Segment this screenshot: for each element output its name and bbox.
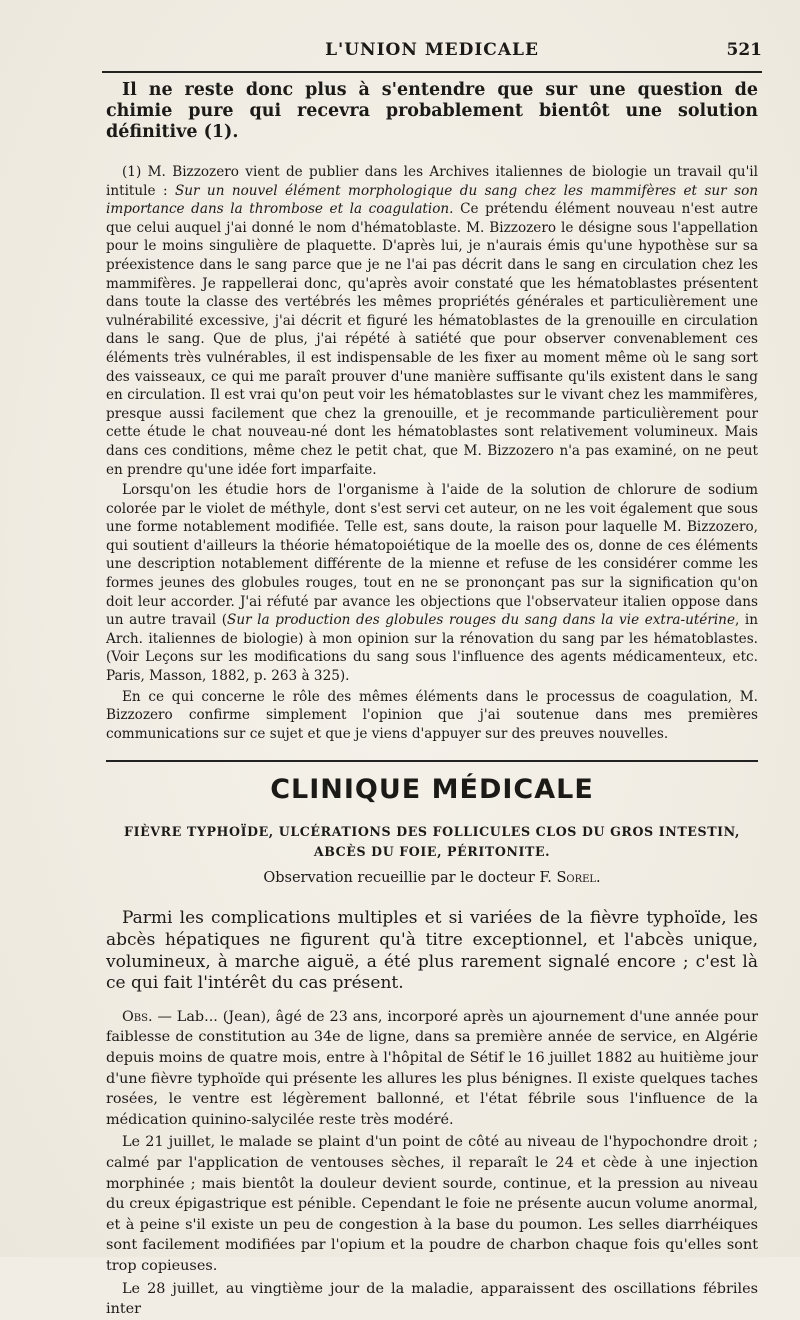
intro-paragraph: Il ne reste donc plus à s'entendre que sur une question de chimie pure qui recevra probablement bientôt une solution définitive (1). (106, 80, 758, 142)
footnote-text: Ce prétendu élément nouveau n'est autre que celui auquel j'ai donné le nom d'hématoblaste. M. Bizzozero le désigne sous l'appellation pour le moins singulière de plaquette. D'après lui, je n'aurais émis qu'une hypothèse sur sa préexistence dans le sang parce que je ne l'ai pas décrit dans le sang en circulation chez les mammifères. Je rappellerai donc, qu'après avoir constaté que les hématoblastes présentent dans toute la classe des vertébrés les mêmes propriétés générales et particulièrement une vulnérabilité excessive, j'ai décrit et figuré les hématoblastes de la grenouille en circulation dans le sang. Que de plus, j'ai répété à satiété que pour observer convenablement ces éléments très vulnérables, il est indispensable de les fixer au moment même où le sang sort des vaisseaux, ce qui me paraît prouver d'une manière suffisante qu'ils existent dans le sang en circulation. Il est vrai qu'on peut voir les hématoblastes sur le vivant chez les mammifères, presque aussi facilement que chez la grenouille, et je recommande particulièrement pour cette étude le chat nouveau-né dont les hématoblastes sont relativement volumineux. Mais dans ces conditions, même chez le petit chat, que M. Bizzozero n'a pas examiné, on ne peut en prendre qu'une idée fort imparfaite. (106, 201, 759, 478)
header-rule (102, 71, 762, 73)
observation-text: — Lab... (Jean), âgé de 23 ans, incorporé après un ajournement d'une année pour faiblesse de constitution au 34e de ligne, dans sa première année de service, en Algérie depuis moins de quatre mois, entre à l'hôpital de Sétif le 16 juillet 1882 au huitième jour d'une fièvre typhoïde qui présente les allures les plus bénignes. Il existe quelques taches rosées, le ventre est légèrement ballonné, et l'état fébrile sous l'influence de la médication quinino-salycilée reste très modéré. (106, 1008, 758, 1128)
cited-work-title: Sur un nouvel élément morphologique du sang chez les mammifères et sur son importance dans la thrombose et la coagulation. (106, 182, 759, 218)
page-number: 521 (726, 40, 762, 60)
observation-paragraph-3: Le 28 juillet, au vingtième jour de la maladie, apparaissent des oscillations fébriles inter (106, 1280, 758, 1318)
article-title: FIÈVRE TYPHOÏDE, ULCÉRATIONS DES FOLLICULES CLOS DU GROS INTESTIN, ABCÈS DU FOIE, PÉRITONITE. (124, 824, 740, 860)
running-head (102, 40, 762, 66)
footnote-text: , in Arch. italiennes de biologie) à mon opinion sur la rénovation du sang par les hématoblastes. (Voir Leçons sur les modifications du sang sous l'influence des agents médicamenteux, etc. Paris, Masson, 1882, p. 263 à 325). (106, 612, 758, 685)
footnote-block (106, 163, 758, 743)
footnote-paragraph-1 (106, 163, 758, 479)
footnote-text: Lorsqu'on les étudie hors de l'organisme à l'aide de la solution de chlorure de sodium colorée par le violet de méthyle, dont s'est servi cet auteur, on ne les voit également que sous une forme notablement modifiée. Telle est, sans doute, la raison pour laquelle M. Bizzozero, qui soutient d'ailleurs la théorie hématopoiétique de la moelle des os, donne de ces éléments une description notablement différente de la mienne et refuse de les considérer comme les formes jeunes des globules rouges, tout en ne se prononçant pas sur la signification qu'on doit leur accorder. J'ai réfuté par avance les objections que l'observateur italien oppose dans un autre travail ( (106, 482, 758, 629)
section-rule (106, 760, 758, 762)
footnote-paragraph-3: En ce qui concerne le rôle des mêmes éléments dans le processus de coagulation, M. Bizzozero confirme simplement l'opinion que j'ai soutenue dans mes premières communications sur ce sujet et que je viens d'appuyer sur des preuves nouvelles. (106, 688, 758, 742)
observation-label: Obs. (122, 1008, 153, 1025)
observation-paragraph-2: Le 21 juillet, le malade se plaint d'un point de côté au niveau de l'hypochondre droit ; calmé par l'application de ventouses sèches, il reparaît le 24 et cède à une injection morphinée ; mais bientôt la douleur devient sourde, continue, et la pression au niveau du creux épigastrique est pénible. Cependant le foie ne présente aucun volume anormal, et à peine s'il existe un peu de congestion à la base du poumon. Les selles diarrhéiques sont facilement modifiées par l'opium et la poudre de charbon chaque fois qu'elles sont trop copieuses. (106, 1134, 758, 1274)
byline-author: F. Sorel. (539, 870, 601, 887)
footnote-text: (1) M. Bizzozero vient de publier dans les Archives italiennes de biologie un travail qu'il intitule : (106, 164, 758, 199)
observation-paragraph-1 (106, 1007, 758, 1131)
journal-title: L'UNION MEDICALE (325, 40, 539, 60)
section-title: CLINIQUE MÉDICALE (270, 774, 594, 806)
cited-work-title: Sur la production des globules rouges du sang dans la vie extra-utérine (227, 612, 735, 629)
footnote-paragraph-2 (106, 481, 758, 686)
byline-prefix: Observation recueillie par le docteur (263, 870, 540, 887)
page-content (106, 80, 758, 1320)
byline (106, 868, 758, 888)
lead-paragraph: Parmi les complications multiples et si variées de la fièvre typhoïde, les abcès hépatiques ne figurent qu'à titre exceptionnel, et l'abcès unique, volumineux, à marche aiguë, a été plus rarement signalé encore ; c'est là ce qui fait l'intérêt du cas présent. (106, 908, 758, 994)
